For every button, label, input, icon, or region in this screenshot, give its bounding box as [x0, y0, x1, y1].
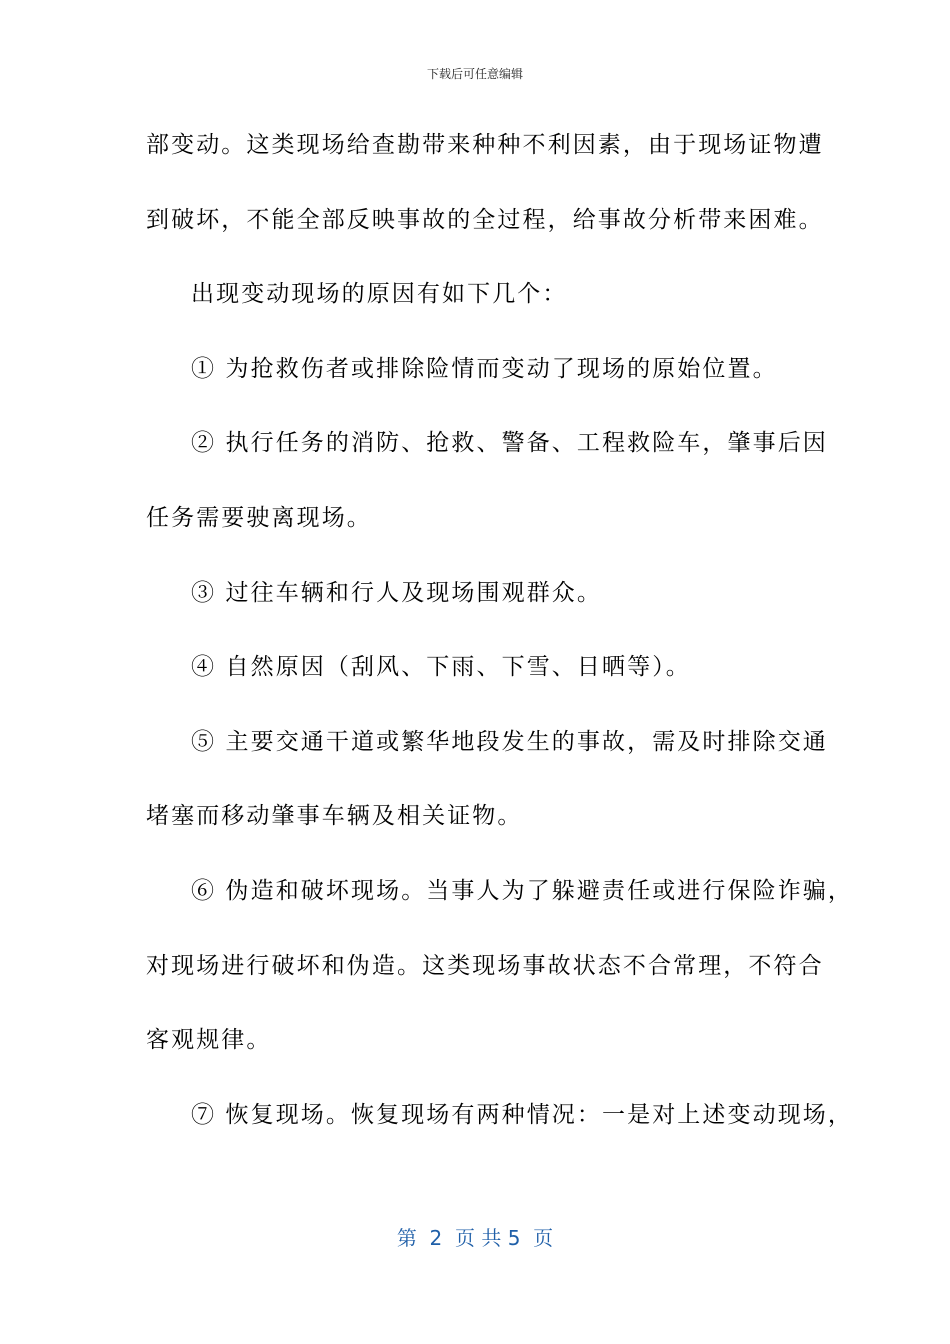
text-line: ① 为抢救伤者或排除险情而变动了现场的原始位置。: [191, 355, 778, 382]
text-line: 任务需要驶离现场。: [146, 504, 372, 531]
text-line: 对现场进行破坏和伪造。这类现场事故状态不合常理，不符合: [146, 952, 824, 979]
text-line: 客观规律。: [146, 1027, 272, 1054]
text-line: ④ 自然原因（刮风、下雨、下雪、日晒等）。: [191, 654, 691, 681]
body-text: [146, 123, 854, 1167]
text-line: ⑦ 恢复现场。恢复现场有两种情况：一是对上述变动现场，: [191, 1101, 854, 1128]
text-line: 堵塞而移动肇事车辆及相关证物。: [146, 803, 523, 830]
text-line: ⑤ 主要交通干道或繁华地段发生的事故，需及时排除交通: [191, 728, 828, 755]
header-note: 下载后可任意编辑: [426, 67, 523, 81]
text-line: ② 执行任务的消防、抢救、警备、工程救险车，肇事后因: [191, 430, 828, 457]
text-line: 出现变动现场的原因有如下几个：: [191, 281, 568, 308]
text-line: ⑥ 伪造和破坏现场。当事人为了躲避责任或进行保险诈骗，: [191, 877, 854, 904]
text-line: 部变动。这类现场给查勘带来种种不利因素，由于现场证物遭: [146, 132, 824, 158]
text-line: 到破坏，不能全部反映事故的全过程，给事故分析带来困难。: [146, 206, 824, 233]
text-line: ③ 过往车辆和行人及现场围观群众。: [191, 579, 603, 606]
page-number-footer: 第 2 页 共 5 页: [396, 1226, 554, 1250]
